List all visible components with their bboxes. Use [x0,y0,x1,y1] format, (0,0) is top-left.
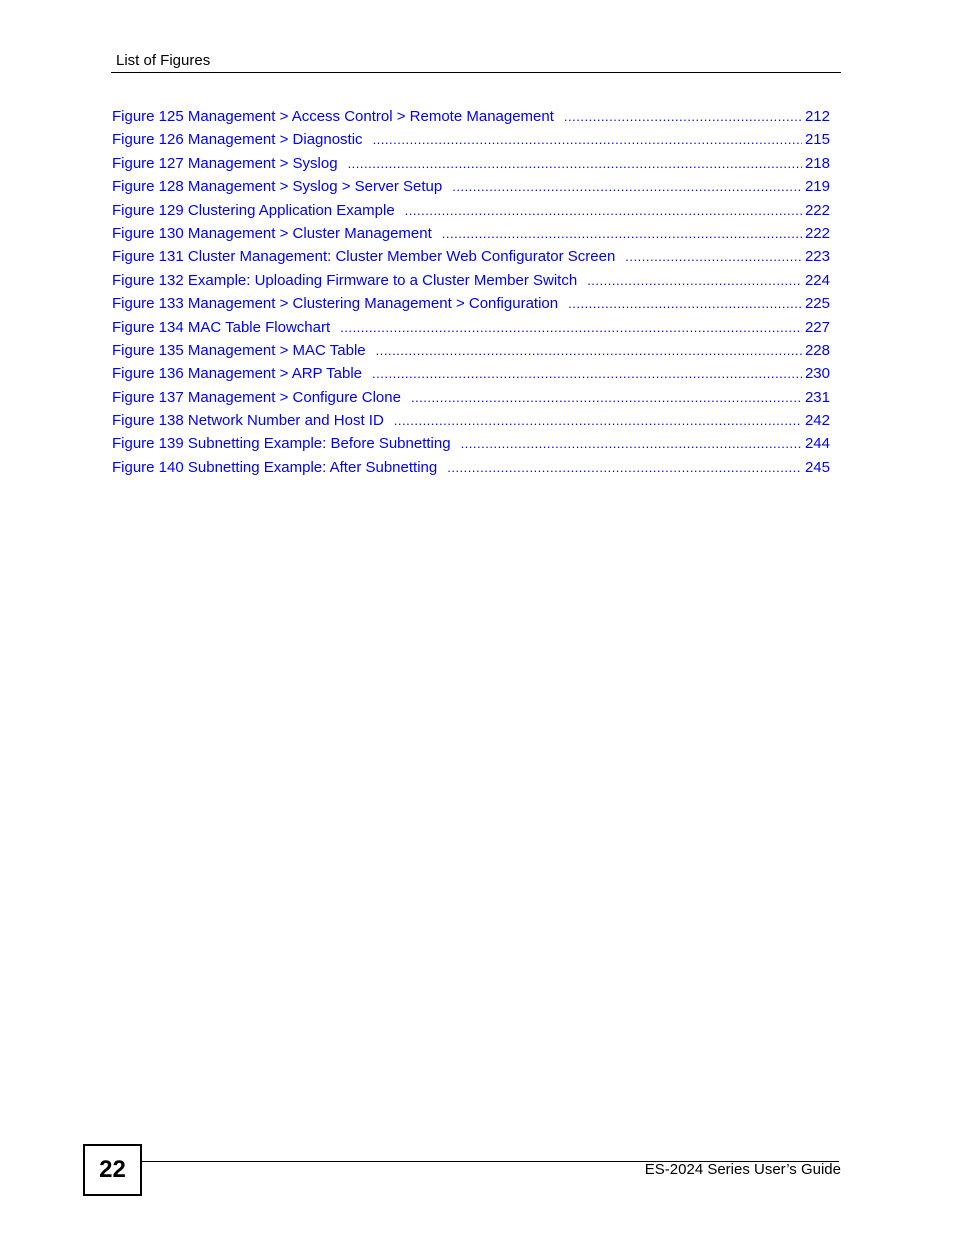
toc-entry-figure-125[interactable] [112,105,830,128]
toc-entry-page: 244 [804,435,830,453]
toc-leader-dots [405,199,802,222]
toc-leader-dots [348,152,802,175]
toc-entry-page: 223 [804,248,830,266]
toc-entry-label: Figure 138 Network Number and Host ID [112,412,384,430]
toc-entry-figure-127[interactable] [112,152,830,175]
toc-entry-label: Figure 131 Cluster Management: Cluster Member Web Configurator Screen [112,248,616,266]
toc-leader-dots [452,175,802,198]
toc-entry-figure-129[interactable] [112,199,830,222]
toc-leader-dots [447,456,802,479]
toc-entry-figure-128[interactable] [112,175,830,198]
toc-entry-label: Figure 134 MAC Table Flowchart [112,318,331,336]
toc-leader-dots [373,128,802,151]
toc-entry-label: Figure 136 Management > ARP Table [112,365,363,383]
toc-leader-dots [442,222,802,245]
toc-leader-dots [625,245,802,268]
toc-entry-figure-136[interactable] [112,362,830,385]
toc-entry-label: Figure 129 Clustering Application Example [112,201,395,219]
toc-entry-page: 222 [804,224,830,242]
toc-entry-label: Figure 132 Example: Uploading Firmware to a Cluster Member Switch [112,271,578,289]
toc-leader-dots [461,432,802,455]
toc-entry-page: 242 [804,412,830,430]
toc-leader-dots [587,269,802,292]
toc-entry-page: 228 [804,341,830,359]
toc-entry-figure-131[interactable] [112,245,830,268]
toc-entry-label: Figure 130 Management > Cluster Management [112,224,432,242]
toc-entry-figure-133[interactable] [112,292,830,315]
toc-entry-figure-138[interactable] [112,409,830,432]
toc-entry-label: Figure 139 Subnetting Example: Before Subnetting [112,435,451,453]
toc-entry-label: Figure 137 Management > Configure Clone [112,388,401,406]
toc-entry-label: Figure 125 Management > Access Control > Remote Management [112,108,554,125]
toc-entry-page: 218 [804,154,830,172]
list-of-figures [112,105,830,479]
header-title: List of Figures [116,52,211,69]
page-number: 22 [99,1156,126,1183]
toc-entry-figure-140[interactable] [112,456,830,479]
toc-entry-page: 225 [804,295,830,313]
toc-entry-page: 231 [804,388,830,406]
toc-leader-dots [411,386,802,409]
toc-entry-page: 215 [804,131,830,149]
toc-leader-dots [372,362,802,385]
page-number-box [83,1144,142,1196]
toc-entry-figure-134[interactable] [112,316,830,339]
toc-leader-dots [568,292,802,315]
toc-entry-figure-139[interactable] [112,432,830,455]
toc-entry-page: 227 [804,318,830,336]
toc-entry-figure-135[interactable] [112,339,830,362]
toc-entry-page: 245 [804,458,830,476]
toc-entry-figure-132[interactable] [112,269,830,292]
toc-entry-label: Figure 126 Management > Diagnostic [112,131,363,149]
toc-leader-dots [564,105,802,128]
toc-entry-figure-126[interactable] [112,128,830,151]
toc-entry-page: 224 [804,271,830,289]
toc-entry-figure-137[interactable] [112,386,830,409]
toc-entry-label: Figure 140 Subnetting Example: After Subnetting [112,458,438,476]
toc-entry-page: 222 [804,201,830,219]
toc-leader-dots [340,316,802,339]
footer-guide-title: ES-2024 Series User’s Guide [644,1161,841,1178]
toc-entry-label: Figure 133 Management > Clustering Management > Configuration [112,295,559,313]
toc-entry-label: Figure 135 Management > MAC Table [112,341,366,359]
toc-leader-dots [394,409,802,432]
toc-entry-page: 230 [804,365,830,383]
toc-leader-dots [376,339,802,362]
toc-entry-page: 212 [804,108,830,125]
toc-entry-label: Figure 127 Management > Syslog [112,154,338,172]
page-header [111,50,841,73]
toc-entry-figure-130[interactable] [112,222,830,245]
toc-entry-label: Figure 128 Management > Syslog > Server Setup [112,178,443,196]
toc-entry-page: 219 [804,178,830,196]
